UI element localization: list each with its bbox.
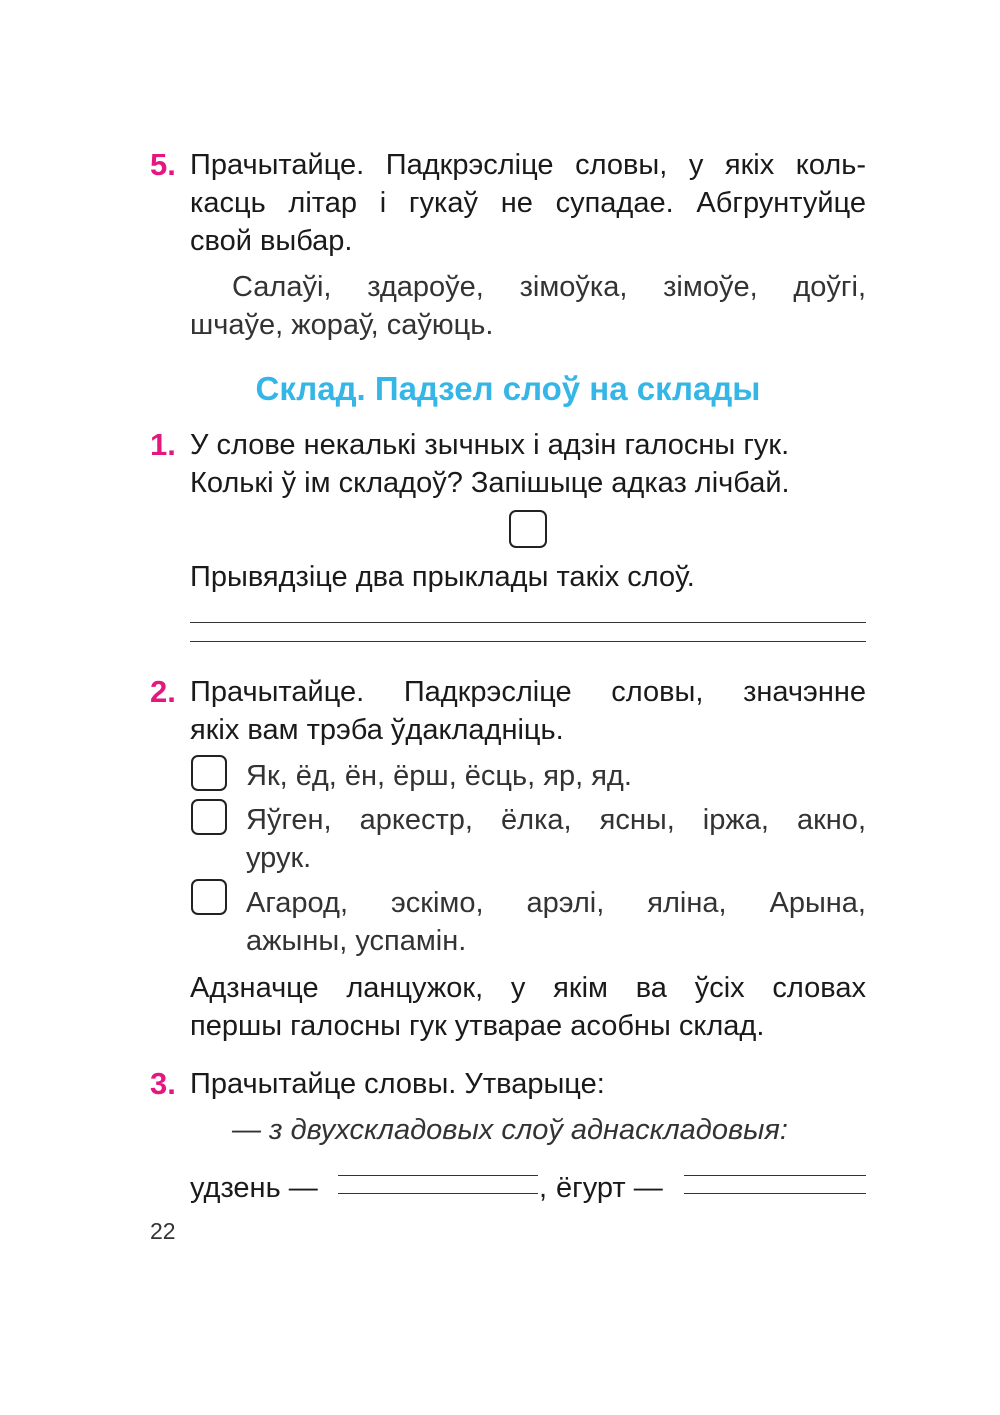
task-5-words-line-1: Салаўі, здароўе, зімоўка, зімоўе, доўгі, (232, 271, 866, 303)
task-5-line-1: Прачытайце. Падкрэсліце словы, у якіх коль- (190, 149, 866, 181)
chain-1-checkbox[interactable] (191, 755, 227, 791)
task-5-line-3: свой выбар. (190, 225, 353, 257)
task-3-line-1: Прачытайце словы. Утварыце: (190, 1068, 605, 1100)
task-3-comma: , (539, 1172, 548, 1204)
chain-2-line-2: урук. (246, 842, 312, 874)
page-number: 22 (150, 1218, 176, 1244)
answer-line-word-2-bottom[interactable] (684, 1193, 866, 1194)
answer-line-1[interactable] (190, 622, 866, 623)
chain-3-line-2: ажыны, успамін. (246, 925, 467, 957)
task-5-words-line-2: шчаўе, жораў, саўюць. (190, 309, 494, 341)
task-3-word-2: ёгурт — (556, 1172, 663, 1204)
task-2-number: 2. (150, 674, 176, 709)
task-3-number: 3. (150, 1066, 176, 1101)
task-1-line-3: Прывядзіце два прыклады такіх слоў. (190, 561, 695, 593)
chain-1-line-1: Як, ёд, ён, ёрш, ёсць, яр, яд. (246, 760, 632, 792)
task-3-instruction: — з двухскладовых слоў аднаскладовыя: (232, 1114, 788, 1146)
task-2-line-2: якіх вам трэба ўдакладніць. (190, 714, 564, 746)
answer-line-word-1-top[interactable] (338, 1175, 538, 1176)
answer-box[interactable] (509, 510, 547, 548)
task-5-number: 5. (150, 147, 176, 182)
chain-3-checkbox[interactable] (191, 879, 227, 915)
chain-2-line-1: Яўген, аркестр, ёлка, ясны, іржа, акно, (246, 804, 866, 836)
task-2-footer-2: першы галосны гук утварае асобны склад. (190, 1010, 765, 1042)
section-title: Склад. Падзел слоў на склады (255, 370, 761, 407)
task-1-line-1: У слове некалькі зычных і адзін галосны гук. (190, 429, 790, 461)
answer-line-word-1-bottom[interactable] (338, 1193, 538, 1194)
answer-line-2[interactable] (190, 641, 866, 642)
chain-2-checkbox[interactable] (191, 799, 227, 835)
task-2-footer-1: Адзначце ланцужок, у якім ва ўсіх словах (190, 972, 866, 1004)
task-5-line-2: касць літар і гукаў не супадае. Абгрунтуйце (190, 187, 866, 219)
task-1-line-2: Колькі ў ім складоў? Запішыце адказ лічбай. (190, 467, 790, 499)
task-2-line-1: Прачытайце. Падкрэсліце словы, значэнне (190, 676, 866, 708)
task-1-number: 1. (150, 427, 176, 462)
task-3-word-1: удзень — (190, 1172, 318, 1204)
chain-3-line-1: Агарод, эскімо, арэлі, яліна, Арына, (246, 887, 866, 919)
answer-line-word-2-top[interactable] (684, 1175, 866, 1176)
